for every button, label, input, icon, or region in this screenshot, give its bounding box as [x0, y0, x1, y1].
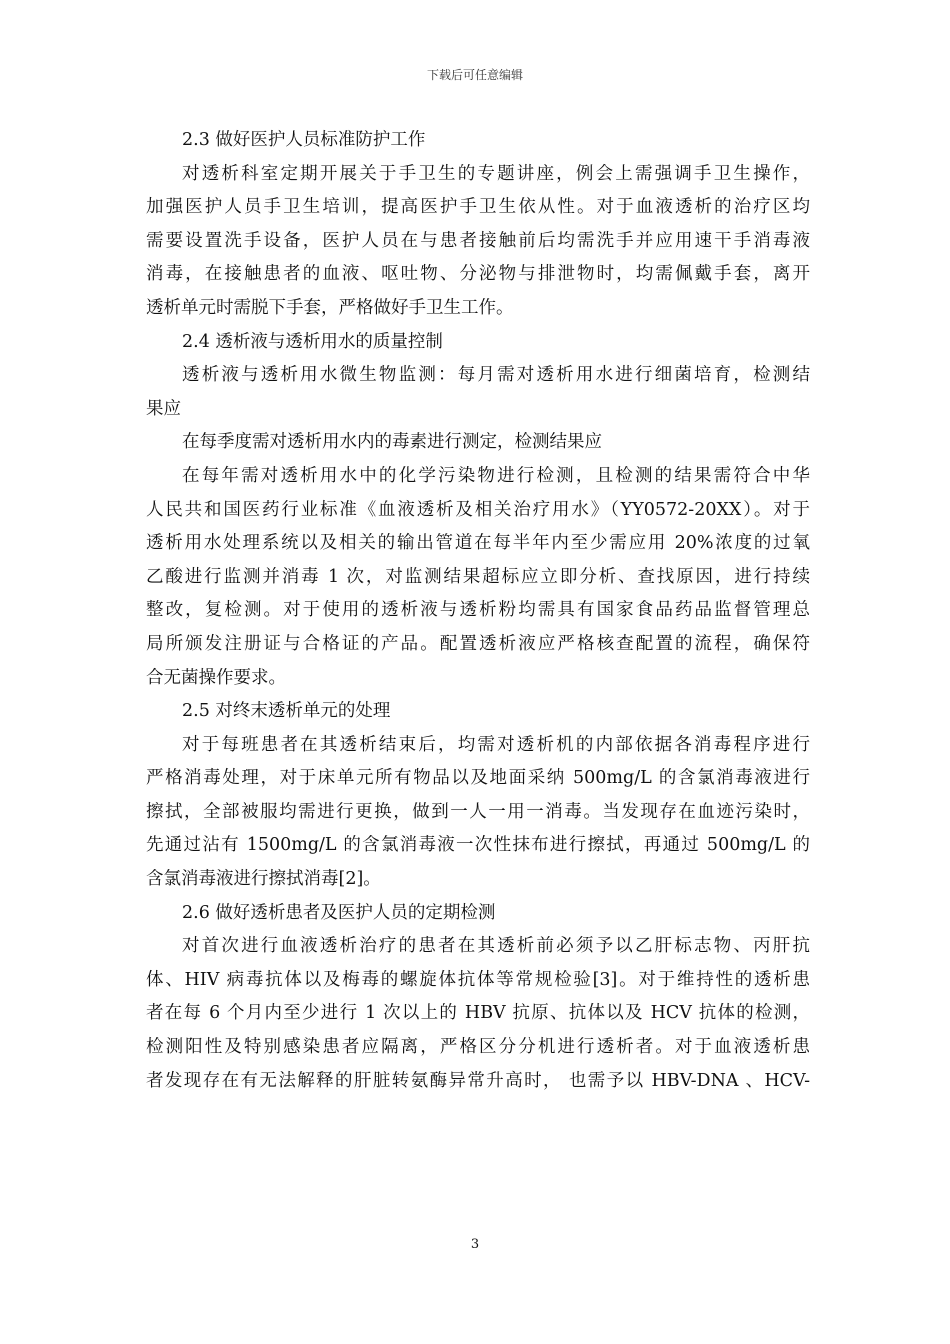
paragraph-line: 对透析科室定期开展关于手卫生的专题讲座，例会上需强调手卫生操作， — [182, 163, 810, 184]
paragraph-line: 需要设置洗手设备，医护人员在与患者接触前后均需洗手并应用速干手消毒液 — [146, 230, 810, 251]
paragraph-line: 透析液与透析用水微生物监测：每月需对透析用水进行细菌培育，检测结 — [182, 365, 810, 386]
paragraph-line: 在每年需对透析用水中的化学污染物进行检测，且检测的结果需符合中华 — [182, 465, 810, 486]
page-number: 3 — [470, 1237, 480, 1252]
section-heading: 2.5 对终末透析单元的处理 — [182, 701, 391, 722]
paragraph-line: 透析用水处理系统以及相关的输出管道在每半年内至少需应用 20%浓度的过氧 — [146, 533, 810, 554]
paragraph-line: 对首次进行血液透析治疗的患者在其透析前必须予以乙肝标志物、丙肝抗 — [182, 936, 810, 957]
paragraph-line: 对于每班患者在其透析结束后，均需对透析机的内部依据各消毒程序进行 — [182, 734, 810, 755]
section-heading: 2.4 透析液与透析用水的质量控制 — [182, 331, 443, 352]
paragraph-line: 合无菌操作要求。 — [146, 667, 286, 688]
paragraph-line: 在每季度需对透析用水内的毒素进行测定，检测结果应 — [182, 432, 602, 453]
paragraph-line: 体、HIV 病毒抗体以及梅毒的螺旋体抗体等常规检验[3]。对于维持性的透析患 — [146, 969, 810, 990]
paragraph-line: 含氯消毒液进行擦拭消毒[2]。 — [146, 869, 381, 890]
paragraph-line: 整改，复检测。对于使用的透析液与透析粉均需具有国家食品药品监督管理总 — [146, 600, 810, 621]
paragraph-line: 严格消毒处理，对于床单元所有物品以及地面采纳 500mg/L 的含氯消毒液进行 — [146, 768, 810, 789]
paragraph-line: 加强医护人员手卫生培训，提高医护手卫生依从性。对于血液透析的治疗区均 — [146, 197, 810, 218]
paragraph-line: 检测阳性及特别感染患者应隔离，严格区分分机进行透析者。对于血液透析患 — [146, 1037, 810, 1058]
paragraph-line: 乙酸进行监测并消毒 1 次，对监测结果超标应立即分析、查找原因，进行持续 — [146, 566, 810, 587]
paragraph-line: 先通过沾有 1500mg/L 的含氯消毒液一次性抹布进行擦拭，再通过 500mg/L 的 — [146, 835, 810, 856]
paragraph-line: 擦拭，全部被服均需进行更换，做到一人一用一消毒。当发现存在血迹污染时， — [146, 801, 810, 822]
section-heading: 2.6 做好透析患者及医护人员的定期检测 — [182, 902, 496, 923]
paragraph-line: 者发现存在有无法解释的肝脏转氨酶异常升高时， 也需予以 HBV-DNA 、HCV- — [146, 1070, 810, 1091]
paragraph-line: 消毒，在接触患者的血液、呕吐物、分泌物与排泄物时，均需佩戴手套，离开 — [146, 264, 810, 285]
paragraph-line: 局所颁发注册证与合格证的产品。配置透析液应严格核查配置的流程，确保符 — [146, 633, 810, 654]
page-header: 下载后可任意编辑 — [426, 68, 523, 82]
section-heading: 2.3 做好医护人员标准防护工作 — [182, 130, 426, 150]
paragraph-line: 人民共和国医药行业标准《血液透析及相关治疗用水》（YY0572-20XX）。对于 — [146, 499, 810, 520]
paragraph-line: 透析单元时需脱下手套，严格做好手卫生工作。 — [146, 297, 514, 318]
paragraph-line: 果应 — [146, 398, 181, 419]
paragraph-line: 者在每 6 个月内至少进行 1 次以上的 HBV 抗原、抗体以及 HCV 抗体的检测， — [146, 1003, 810, 1024]
document-body — [146, 124, 810, 1098]
